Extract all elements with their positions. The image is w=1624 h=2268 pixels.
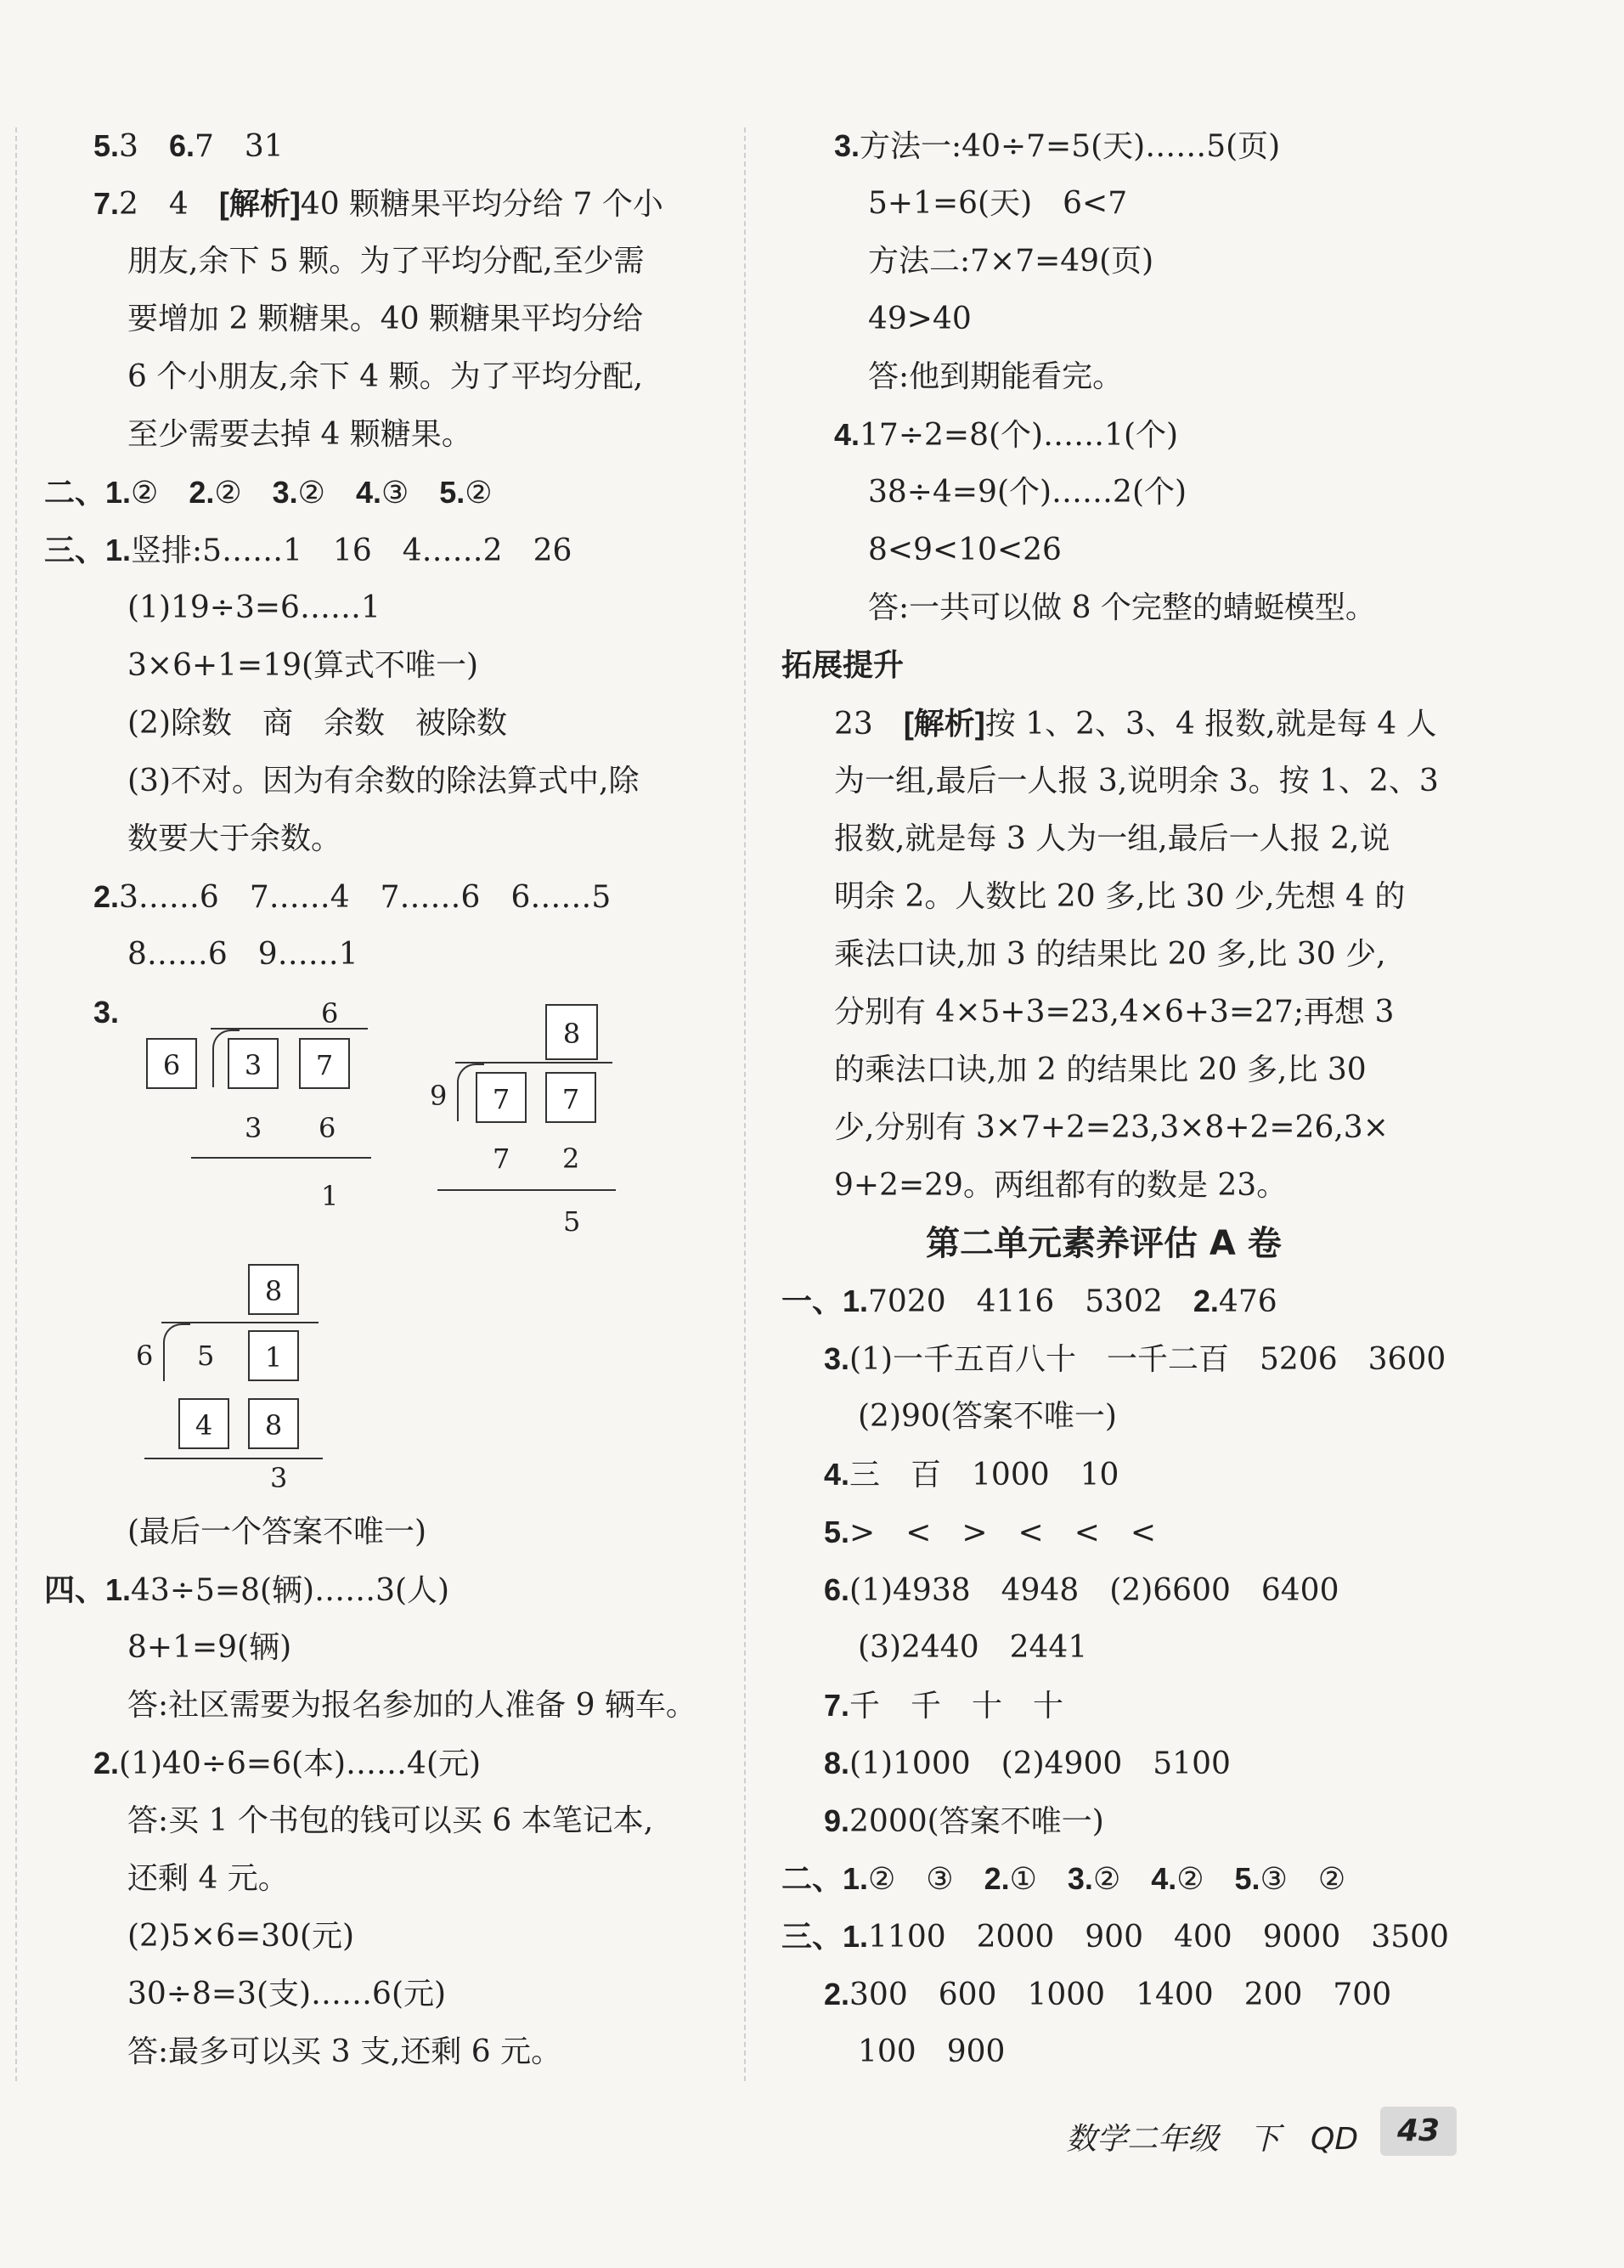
answer-line: 8+1=9(辆) [127, 1630, 292, 1665]
divisor-box: 6 [146, 1038, 197, 1089]
column-divider [744, 127, 747, 2081]
quotient-box: 8 [545, 1004, 598, 1060]
answer-line: 8.(1)1000 (2)4900 5100 [824, 1746, 1231, 1781]
answer-line: 答:买 1 个书包的钱可以买 6 本笔记本, [127, 1803, 654, 1838]
answer-line: (3)2440 2441 [858, 1630, 1088, 1665]
footer-label: 数学二年级 下 QD [1066, 2122, 1359, 2157]
answer-line: 乘法口诀,加 3 的结果比 20 多,比 30 少, [834, 937, 1386, 972]
answer-line: 方法二:7×7=49(页) [868, 244, 1154, 279]
answer-line: 7.2 4 [解析]40 颗糖果平均分给 7 个小 [93, 186, 663, 222]
dividend-box: 3 [228, 1038, 279, 1089]
answer-line: 二、1.② ③ 2.① 3.② 4.② 5.③ ② [781, 1861, 1346, 1897]
remainder-digit: 5 [563, 1205, 581, 1238]
product-digit: 6 [319, 1112, 336, 1144]
dividend-box: 1 [248, 1330, 299, 1381]
answer-line: 2.3……6 7……4 7……6 6……5 [93, 879, 612, 915]
answer-line: 答:社区需要为报名参加的人准备 9 辆车。 [127, 1688, 696, 1723]
section-heading: 拓展提升 [781, 648, 905, 683]
subtraction-line [191, 1157, 371, 1159]
answer-line: 3. [93, 995, 120, 1030]
dividend-digit: 5 [197, 1340, 215, 1372]
product-digit: 7 [493, 1142, 510, 1175]
answer-line: 答:最多可以买 3 支,还剩 6 元。 [127, 2034, 562, 2069]
answer-line: 2.(1)40÷6=6(本)……4(元) [93, 1746, 482, 1781]
answer-line: 100 900 [858, 2034, 1006, 2069]
divisor-digit: 9 [430, 1080, 448, 1112]
page-number: 43 [1380, 2107, 1457, 2156]
answer-line: 4.三 百 1000 10 [824, 1457, 1119, 1492]
answer-line: 三、1.竖排:5……1 16 4……2 26 [44, 533, 572, 568]
answer-line: 6 个小朋友,余下 4 颗。为了平均分配, [127, 359, 644, 394]
answer-line: 明余 2。人数比 20 多,比 30 少,先想 4 的 [834, 879, 1406, 914]
left-margin-divider [15, 127, 19, 2081]
product-digit: 2 [562, 1142, 580, 1175]
answer-line: 8<9<10<26 [868, 533, 1062, 567]
answer-line: 6.(1)4938 4948 (2)6600 6400 [824, 1572, 1339, 1608]
answer-line: 3×6+1=19(算式不唯一) [127, 648, 479, 683]
product-digit: 3 [245, 1112, 262, 1144]
answer-line: 4.17÷2=8(个)……1(个) [834, 417, 1179, 453]
answer-line: 至少需要去掉 4 颗糖果。 [127, 417, 472, 452]
quotient-box: 8 [248, 1264, 299, 1315]
answer-line: 数要大于余数。 [127, 821, 342, 856]
answer-line: 5+1=6(天) 6<7 [868, 186, 1128, 221]
answer-line: 答:一共可以做 8 个完整的蜻蜓模型。 [868, 590, 1376, 625]
dividend-box: 7 [299, 1038, 350, 1089]
answer-line: 3.(1)一千五百八十 一千二百 5206 3600 [824, 1341, 1446, 1377]
answer-line: 49>40 [868, 302, 972, 336]
answer-line: 为一组,最后一人报 3,说明余 3。按 1、2、3 [834, 764, 1439, 798]
answer-line: 朋友,余下 5 颗。为了平均分配,至少需 [127, 244, 645, 279]
answer-line: 二、1.② 2.② 3.② 4.③ 5.② [44, 475, 493, 511]
answer-line: (最后一个答案不唯一) [127, 1515, 427, 1549]
remainder-digit: 1 [321, 1180, 339, 1212]
answer-line: 报数,就是每 3 人为一组,最后一人报 2,说 [834, 821, 1390, 856]
answer-line: 3.方法一:40÷7=5(天)……5(页) [834, 128, 1281, 164]
answer-line: 少,分别有 3×7+2=23,3×8+2=26,3× [834, 1110, 1389, 1145]
answer-line: 一、1.7020 4116 5302 2.476 [781, 1284, 1277, 1319]
divisor-digit: 6 [136, 1340, 154, 1372]
division-bracket [163, 1323, 190, 1381]
answer-line: 30÷8=3(支)……6(元) [127, 1977, 447, 2011]
remainder-digit: 3 [270, 1462, 288, 1494]
answer-line: 答:他到期能看完。 [868, 359, 1124, 394]
answer-line: 9.2000(答案不唯一) [824, 1803, 1104, 1839]
answer-line: 三、1.1100 2000 900 400 9000 3500 [781, 1919, 1449, 1955]
answer-line: 23 [解析]按 1、2、3、4 报数,就是每 4 人 [834, 706, 1437, 742]
answer-line: 5.> < > < < < [824, 1515, 1157, 1550]
answer-line: (2)除数 商 余数 被除数 [127, 706, 507, 741]
dividend-box: 7 [476, 1072, 527, 1123]
answer-line: 38÷4=9(个)……2(个) [868, 475, 1187, 510]
answer-line: (3)不对。因为有余数的除法算式中,除 [127, 764, 640, 798]
answer-line: 还剩 4 元。 [127, 1861, 289, 1896]
quotient-digit: 6 [321, 997, 339, 1030]
subtraction-line [144, 1458, 323, 1459]
answer-line: (2)90(答案不唯一) [858, 1399, 1117, 1434]
product-box: 8 [248, 1398, 299, 1449]
answer-line: 分别有 4×5+3=23,4×6+3=27;再想 3 [834, 995, 1395, 1030]
answer-line: 的乘法口诀,加 2 的结果比 20 多,比 30 [834, 1052, 1367, 1087]
answer-line: 9+2=29。两组都有的数是 23。 [834, 1168, 1288, 1203]
answer-line: 8……6 9……1 [127, 937, 358, 972]
answer-line: (2)5×6=30(元) [127, 1919, 355, 1954]
answer-line: 四、1.43÷5=8(辆)……3(人) [44, 1572, 450, 1608]
answer-line: 7.千 千 十 十 [824, 1688, 1064, 1724]
answer-line: 要增加 2 颗糖果。40 颗糖果平均分给 [127, 302, 644, 336]
answer-line: (1)19÷3=6……1 [127, 590, 381, 625]
product-box: 4 [178, 1398, 229, 1449]
answer-line: 5.3 6.7 31 [93, 128, 284, 164]
dividend-box: 7 [545, 1072, 596, 1123]
unit-title: 第二单元素养评估 A 卷 [926, 1224, 1282, 1263]
subtraction-line [437, 1189, 616, 1191]
answer-line: 2.300 600 1000 1400 200 700 [824, 1977, 1392, 2012]
